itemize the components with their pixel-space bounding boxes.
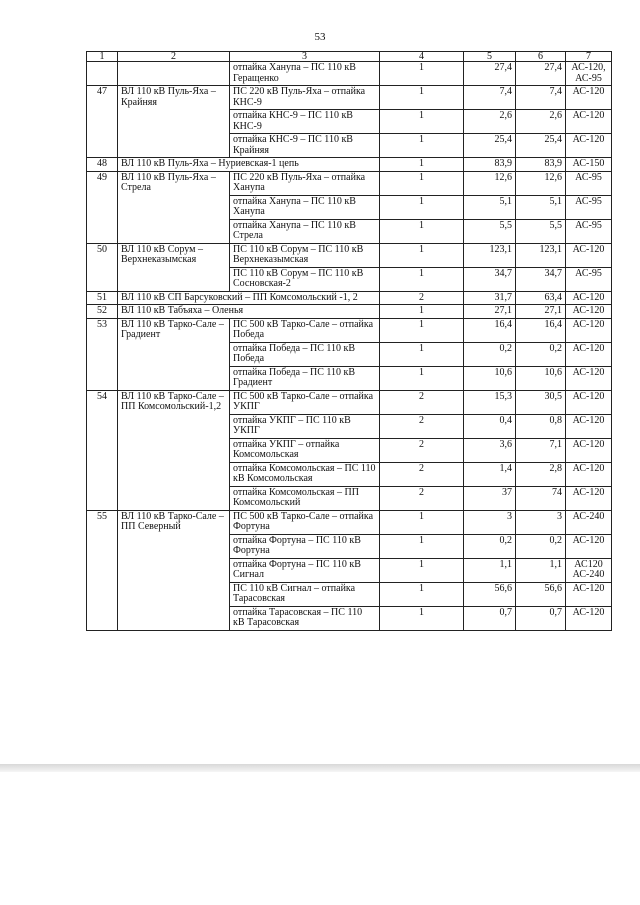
cell-circuits: 2 (380, 438, 464, 462)
cell-section: отпайка Фортуна – ПС 110 кВ Сигнал (230, 558, 380, 582)
cell-wire-mark: АС-120 (566, 86, 612, 110)
cell-line-name: ВЛ 110 кВ СП Барсуковский – ПП Комсомольский -1, 2 (118, 291, 380, 305)
cell-wire-mark: АС-95 (566, 195, 612, 219)
cell-number: 52 (87, 305, 118, 319)
cell-circuits: 2 (380, 414, 464, 438)
cell-total-length: 5,1 (516, 195, 566, 219)
cell-section: отпайка КНС-9 – ПС 110 кВ КНС-9 (230, 110, 380, 134)
cell-total-length: 1,1 (516, 558, 566, 582)
cell-wire-mark: АС-120 (566, 291, 612, 305)
cell-section: отпайка Победа – ПС 110 кВ Градиент (230, 366, 380, 390)
cell-section: ПС 220 кВ Пуль-Яха – отпайка КНС-9 (230, 86, 380, 110)
cell-total-length: 5,5 (516, 219, 566, 243)
cell-total-length: 56,6 (516, 582, 566, 606)
cell-wire-mark: АС-120, АС-95 (566, 62, 612, 86)
cell-wire-mark: АС-120 (566, 606, 612, 630)
cell-route-length: 10,6 (464, 366, 516, 390)
cell-line-name: ВЛ 110 кВ Пуль-Яха – Крайняя (118, 86, 230, 158)
cell-route-length: 25,4 (464, 134, 516, 158)
cell-line-name: ВЛ 110 кВ Пуль-Яха – Нуриевская-1 цепь (118, 158, 380, 172)
cell-circuits: 2 (380, 486, 464, 510)
table-row (87, 243, 612, 267)
cell-wire-mark: АС-120 (566, 582, 612, 606)
cell-section: ПС 110 кВ Сорум – ПС 110 кВ Сосновская-2 (230, 267, 380, 291)
cell-total-length: 12,6 (516, 171, 566, 195)
cell-section: отпайка УКПГ – отпайка Комсомольская (230, 438, 380, 462)
table-row (87, 318, 612, 342)
cell-circuits: 1 (380, 606, 464, 630)
cell-wire-mark: АС-120 (566, 134, 612, 158)
cell-circuits: 1 (380, 171, 464, 195)
cell-circuits: 1 (380, 558, 464, 582)
cell-total-length: 3 (516, 510, 566, 534)
cell-circuits: 2 (380, 462, 464, 486)
cell-circuits: 1 (380, 534, 464, 558)
cell-total-length: 27,1 (516, 305, 566, 319)
cell-total-length: 0,2 (516, 342, 566, 366)
cell-circuits: 1 (380, 86, 464, 110)
cell-number: 51 (87, 291, 118, 305)
cell-total-length: 74 (516, 486, 566, 510)
table-row (87, 86, 612, 110)
cell-wire-mark: АС-120 (566, 462, 612, 486)
cell-route-length: 1,4 (464, 462, 516, 486)
table-row (87, 305, 612, 319)
cell-section: отпайка Фортуна – ПС 110 кВ Фортуна (230, 534, 380, 558)
column-header: 7 (566, 52, 612, 62)
cell-route-length: 5,1 (464, 195, 516, 219)
cell-total-length: 27,4 (516, 62, 566, 86)
cell-wire-mark: АС-120 (566, 414, 612, 438)
cell-route-length: 5,5 (464, 219, 516, 243)
cell-route-length: 1,1 (464, 558, 516, 582)
cell-circuits: 2 (380, 291, 464, 305)
cell-circuits: 2 (380, 390, 464, 414)
cell-section: ПС 110 кВ Сигнал – отпайка Тарасовская (230, 582, 380, 606)
cell-route-length: 27,4 (464, 62, 516, 86)
cell-total-length: 63,4 (516, 291, 566, 305)
cell-wire-mark: АС-95 (566, 171, 612, 195)
table-row (87, 291, 612, 305)
table-row (87, 158, 612, 172)
cell-wire-mark: АС-120 (566, 318, 612, 342)
cell-route-length: 0,4 (464, 414, 516, 438)
column-header: 4 (380, 52, 464, 62)
cell-circuits: 1 (380, 243, 464, 267)
cell-section: отпайка Ханупа – ПС 110 кВ Ханупа (230, 195, 380, 219)
cell-circuits: 1 (380, 62, 464, 86)
cell-route-length: 0,2 (464, 534, 516, 558)
cell-circuits: 1 (380, 134, 464, 158)
cell-number: 49 (87, 171, 118, 243)
table-row (87, 62, 612, 86)
column-header: 6 (516, 52, 566, 62)
cell-wire-mark: АС-120 (566, 438, 612, 462)
cell-wire-mark: АС-120 (566, 390, 612, 414)
cell-line-name: ВЛ 110 кВ Тарко-Сале – ПП Комсомольский-1,2 (118, 390, 230, 510)
cell-circuits: 1 (380, 510, 464, 534)
cell-section: отпайка Ханупа – ПС 110 кВ Стрела (230, 219, 380, 243)
cell-wire-mark: АС-95 (566, 219, 612, 243)
cell-wire-mark: АС120 АС-240 (566, 558, 612, 582)
cell-total-length: 34,7 (516, 267, 566, 291)
cell-section: отпайка Тарасовская – ПС 110 кВ Тарасовская (230, 606, 380, 630)
cell-line-name: ВЛ 110 кВ Пуль-Яха – Стрела (118, 171, 230, 243)
table-row (87, 171, 612, 195)
cell-route-length: 0,2 (464, 342, 516, 366)
cell-number (87, 62, 118, 86)
cell-total-length: 2,8 (516, 462, 566, 486)
cell-total-length: 10,6 (516, 366, 566, 390)
cell-route-length: 0,7 (464, 606, 516, 630)
cell-wire-mark: АС-120 (566, 486, 612, 510)
cell-route-length: 34,7 (464, 267, 516, 291)
cell-route-length: 83,9 (464, 158, 516, 172)
cell-route-length: 15,3 (464, 390, 516, 414)
cell-route-length: 2,6 (464, 110, 516, 134)
scan-edge-band (0, 764, 640, 772)
cell-total-length: 7,4 (516, 86, 566, 110)
cell-section: отпайка Ханупа – ПС 110 кВ Геращенко (230, 62, 380, 86)
cell-route-length: 7,4 (464, 86, 516, 110)
cell-circuits: 1 (380, 267, 464, 291)
cell-number: 55 (87, 510, 118, 630)
page-number: 53 (314, 31, 326, 43)
cell-number: 53 (87, 318, 118, 390)
cell-number: 47 (87, 86, 118, 158)
cell-section: ПС 220 кВ Пуль-Яха – отпайка Ханупа (230, 171, 380, 195)
cell-wire-mark: АС-150 (566, 158, 612, 172)
cell-wire-mark: АС-120 (566, 243, 612, 267)
cell-total-length: 83,9 (516, 158, 566, 172)
cell-total-length: 2,6 (516, 110, 566, 134)
cell-line-name: ВЛ 110 кВ Табъяха – Оленья (118, 305, 380, 319)
cell-section: отпайка УКПГ – ПС 110 кВ УКПГ (230, 414, 380, 438)
cell-wire-mark: АС-120 (566, 534, 612, 558)
cell-section: ПС 500 кВ Тарко-Сале – отпайка Фортуна (230, 510, 380, 534)
cell-route-length: 16,4 (464, 318, 516, 342)
cell-circuits: 1 (380, 219, 464, 243)
cell-wire-mark: АС-120 (566, 342, 612, 366)
cell-total-length: 7,1 (516, 438, 566, 462)
cell-route-length: 31,7 (464, 291, 516, 305)
cell-total-length: 25,4 (516, 134, 566, 158)
cell-wire-mark: АС-120 (566, 110, 612, 134)
cell-section: ПС 500 кВ Тарко-Сале – отпайка УКПГ (230, 390, 380, 414)
column-header: 1 (87, 52, 118, 62)
table-header-row (87, 52, 612, 62)
cell-wire-mark: АС-240 (566, 510, 612, 534)
cell-number: 50 (87, 243, 118, 291)
column-header: 5 (464, 52, 516, 62)
cell-circuits: 1 (380, 195, 464, 219)
cell-total-length: 16,4 (516, 318, 566, 342)
cell-total-length: 123,1 (516, 243, 566, 267)
table-row (87, 510, 612, 534)
column-header: 2 (118, 52, 230, 62)
cell-total-length: 30,5 (516, 390, 566, 414)
table-row (87, 390, 612, 414)
transmission-lines-table (86, 51, 612, 631)
cell-section: отпайка КНС-9 – ПС 110 кВ Крайняя (230, 134, 380, 158)
cell-route-length: 123,1 (464, 243, 516, 267)
cell-line-name (118, 62, 230, 86)
cell-route-length: 3 (464, 510, 516, 534)
cell-line-name: ВЛ 110 кВ Тарко-Сале – Градиент (118, 318, 230, 390)
cell-route-length: 56,6 (464, 582, 516, 606)
column-header: 3 (230, 52, 380, 62)
cell-wire-mark: АС-120 (566, 305, 612, 319)
cell-line-name: ВЛ 110 кВ Тарко-Сале – ПП Северный (118, 510, 230, 630)
cell-section: ПС 110 кВ Сорум – ПС 110 кВ Верхнеказымская (230, 243, 380, 267)
cell-section: отпайка Победа – ПС 110 кВ Победа (230, 342, 380, 366)
cell-total-length: 0,2 (516, 534, 566, 558)
cell-section: отпайка Комсомольская – ПС 110 кВ Комсомольская (230, 462, 380, 486)
cell-route-length: 37 (464, 486, 516, 510)
cell-circuits: 1 (380, 158, 464, 172)
cell-circuits: 1 (380, 110, 464, 134)
cell-section: отпайка Комсомольская – ПП Комсомольский (230, 486, 380, 510)
cell-total-length: 0,8 (516, 414, 566, 438)
cell-circuits: 1 (380, 582, 464, 606)
cell-section: ПС 500 кВ Тарко-Сале – отпайка Победа (230, 318, 380, 342)
cell-number: 48 (87, 158, 118, 172)
cell-route-length: 3,6 (464, 438, 516, 462)
cell-total-length: 0,7 (516, 606, 566, 630)
cell-circuits: 1 (380, 305, 464, 319)
cell-wire-mark: АС-95 (566, 267, 612, 291)
cell-number: 54 (87, 390, 118, 510)
cell-route-length: 27,1 (464, 305, 516, 319)
cell-line-name: ВЛ 110 кВ Сорум – Верхнеказымская (118, 243, 230, 291)
cell-circuits: 1 (380, 366, 464, 390)
cell-wire-mark: АС-120 (566, 366, 612, 390)
cell-circuits: 1 (380, 342, 464, 366)
cell-route-length: 12,6 (464, 171, 516, 195)
cell-circuits: 1 (380, 318, 464, 342)
